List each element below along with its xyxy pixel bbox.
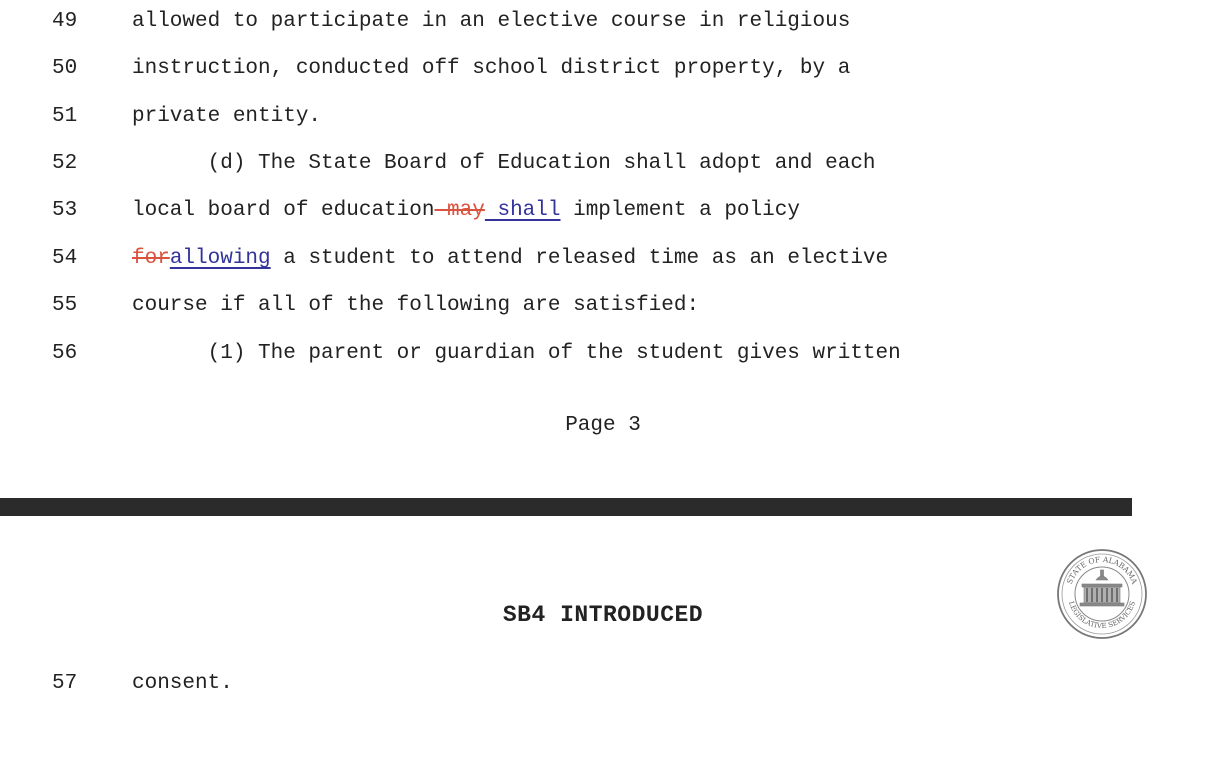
- text-segment: (d) The State Board of Education shall adopt and each: [132, 152, 876, 175]
- line-number: 52: [52, 152, 78, 175]
- text-line: [0, 103, 322, 131]
- state-seal-icon: [1056, 548, 1148, 640]
- line-text: [132, 340, 901, 368]
- line-text: [132, 103, 321, 131]
- text-line: [0, 150, 876, 178]
- text-segment: consent.: [132, 672, 233, 695]
- text-line: [0, 340, 901, 368]
- line-text: [132, 150, 876, 178]
- text-line: [0, 197, 800, 225]
- line-text: [132, 670, 233, 698]
- inserted-text: shall: [484, 199, 561, 222]
- text-line: [0, 292, 700, 320]
- line-number: 56: [52, 342, 78, 365]
- line-text: [132, 197, 800, 225]
- line-number: 55: [52, 294, 78, 317]
- text-line: [0, 55, 851, 83]
- text-segment: local board of education: [132, 199, 435, 222]
- text-segment: allowed to participate in an elective course in religious: [132, 10, 851, 33]
- line-number: 53: [52, 199, 78, 222]
- deleted-text: may: [434, 199, 485, 222]
- deleted-text: for: [132, 247, 170, 270]
- text-line: [0, 8, 851, 36]
- line-text: [132, 55, 850, 83]
- line-text: [132, 245, 888, 273]
- line-number: 57: [52, 672, 78, 695]
- text-segment: private entity.: [132, 105, 322, 128]
- line-number: 50: [52, 57, 78, 80]
- bill-header-title: SB4 INTRODUCED: [502, 602, 704, 628]
- seal-bottom-text: LEGISLATIVE SERVICES: [1067, 600, 1138, 631]
- page-number: Page 3: [565, 414, 641, 437]
- line-text: [132, 292, 699, 320]
- seal-top-text: STATE OF ALABAMA: [1064, 554, 1140, 586]
- line-text: [132, 8, 850, 36]
- text-segment: implement a policy: [560, 199, 800, 222]
- text-line: [0, 670, 233, 698]
- text-line: [0, 245, 889, 273]
- text-segment: (1) The parent or guardian of the student gives written: [132, 342, 901, 365]
- inserted-text: allowing: [169, 247, 271, 270]
- line-number: 54: [52, 247, 78, 270]
- text-segment: a student to attend released time as an elective: [270, 247, 889, 270]
- line-number: 51: [52, 105, 78, 128]
- text-segment: instruction, conducted off school district property, by a: [132, 57, 851, 80]
- text-segment: course if all of the following are satisfied:: [132, 294, 700, 317]
- line-number: 49: [52, 10, 78, 33]
- page-break-divider: [0, 498, 1132, 516]
